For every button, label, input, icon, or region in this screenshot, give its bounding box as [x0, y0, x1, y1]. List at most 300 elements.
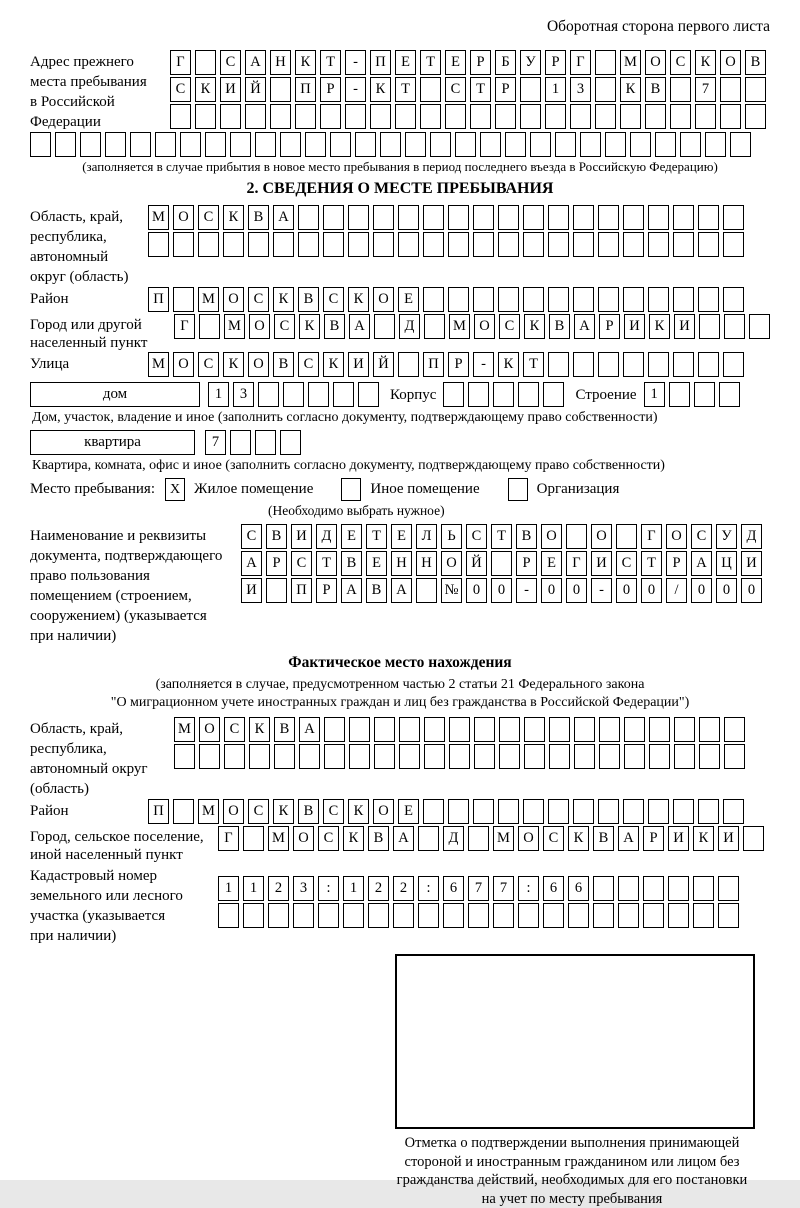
char-cell[interactable]	[630, 132, 651, 157]
checkbox-inoe[interactable]	[341, 478, 361, 501]
char-cell[interactable]	[320, 104, 341, 129]
apartment-type-box[interactable]: квартира	[30, 430, 195, 455]
char-cell[interactable]: О	[173, 352, 194, 377]
char-cell[interactable]	[443, 903, 464, 928]
char-cell[interactable]	[649, 744, 670, 769]
char-cell[interactable]	[280, 430, 301, 455]
char-cell[interactable]: 7	[493, 876, 514, 901]
char-cell[interactable]	[669, 382, 690, 407]
char-cell[interactable]	[673, 287, 694, 312]
char-cell[interactable]: М	[493, 826, 514, 851]
char-cell[interactable]	[730, 132, 751, 157]
char-cell[interactable]	[455, 132, 476, 157]
char-cell[interactable]: -	[473, 352, 494, 377]
char-cell[interactable]: А	[299, 717, 320, 742]
char-cell[interactable]	[673, 352, 694, 377]
char-cell[interactable]: В	[745, 50, 766, 75]
char-cell[interactable]: Р	[599, 314, 620, 339]
char-cell[interactable]: У	[520, 50, 541, 75]
char-cell[interactable]: Е	[395, 50, 416, 75]
char-cell[interactable]	[398, 232, 419, 257]
char-cell[interactable]: 3	[233, 382, 254, 407]
char-cell[interactable]: Р	[470, 50, 491, 75]
char-cell[interactable]	[248, 232, 269, 257]
char-cell[interactable]	[573, 232, 594, 257]
char-cell[interactable]: К	[273, 799, 294, 824]
char-cell[interactable]	[693, 876, 714, 901]
char-cell[interactable]: В	[298, 287, 319, 312]
char-cell[interactable]: Р	[448, 352, 469, 377]
char-cell[interactable]	[195, 104, 216, 129]
char-cell[interactable]	[355, 132, 376, 157]
char-cell[interactable]	[255, 430, 276, 455]
char-cell[interactable]	[598, 352, 619, 377]
char-cell[interactable]	[373, 205, 394, 230]
char-cell[interactable]: О	[666, 524, 687, 549]
char-cell[interactable]	[518, 382, 539, 407]
char-cell[interactable]: П	[148, 799, 169, 824]
char-cell[interactable]	[324, 717, 345, 742]
char-cell[interactable]	[566, 524, 587, 549]
char-cell[interactable]: 1	[208, 382, 229, 407]
char-cell[interactable]	[605, 132, 626, 157]
char-cell[interactable]: О	[518, 826, 539, 851]
char-cell[interactable]	[148, 232, 169, 257]
char-cell[interactable]	[420, 77, 441, 102]
char-cell[interactable]	[298, 205, 319, 230]
char-cell[interactable]: М	[148, 352, 169, 377]
char-cell[interactable]: Р	[495, 77, 516, 102]
char-cell[interactable]	[593, 876, 614, 901]
char-cell[interactable]	[648, 352, 669, 377]
char-cell[interactable]: К	[223, 352, 244, 377]
char-cell[interactable]	[280, 132, 301, 157]
char-cell[interactable]	[543, 382, 564, 407]
char-cell[interactable]: А	[691, 551, 712, 576]
char-cell[interactable]	[549, 717, 570, 742]
char-cell[interactable]	[598, 287, 619, 312]
char-cell[interactable]	[548, 799, 569, 824]
char-cell[interactable]	[698, 287, 719, 312]
char-cell[interactable]	[545, 104, 566, 129]
char-cell[interactable]	[218, 903, 239, 928]
char-cell[interactable]: И	[220, 77, 241, 102]
char-cell[interactable]: К	[524, 314, 545, 339]
char-cell[interactable]: -	[345, 50, 366, 75]
char-cell[interactable]	[618, 876, 639, 901]
char-cell[interactable]	[548, 232, 569, 257]
char-cell[interactable]	[643, 876, 664, 901]
char-cell[interactable]	[598, 232, 619, 257]
char-cell[interactable]	[80, 132, 101, 157]
char-cell[interactable]	[699, 314, 720, 339]
char-cell[interactable]	[349, 717, 370, 742]
char-cell[interactable]: 1	[218, 876, 239, 901]
char-cell[interactable]: Н	[391, 551, 412, 576]
char-cell[interactable]: В	[368, 826, 389, 851]
char-cell[interactable]	[395, 104, 416, 129]
char-cell[interactable]: 2	[268, 876, 289, 901]
char-cell[interactable]	[333, 382, 354, 407]
char-cell[interactable]: О	[173, 205, 194, 230]
char-cell[interactable]	[520, 77, 541, 102]
char-cell[interactable]	[283, 382, 304, 407]
char-cell[interactable]	[266, 578, 287, 603]
char-cell[interactable]: Й	[245, 77, 266, 102]
char-cell[interactable]	[449, 717, 470, 742]
char-cell[interactable]	[543, 903, 564, 928]
char-cell[interactable]	[645, 104, 666, 129]
char-cell[interactable]: Д	[443, 826, 464, 851]
char-cell[interactable]	[308, 382, 329, 407]
char-cell[interactable]	[623, 352, 644, 377]
char-cell[interactable]	[255, 132, 276, 157]
char-cell[interactable]: Т	[316, 551, 337, 576]
char-cell[interactable]: 0	[466, 578, 487, 603]
char-cell[interactable]: М	[148, 205, 169, 230]
char-cell[interactable]	[593, 903, 614, 928]
char-cell[interactable]: С	[248, 287, 269, 312]
char-cell[interactable]: Т	[523, 352, 544, 377]
char-cell[interactable]	[430, 132, 451, 157]
char-cell[interactable]: О	[249, 314, 270, 339]
char-cell[interactable]: П	[423, 352, 444, 377]
char-cell[interactable]	[424, 744, 445, 769]
char-cell[interactable]: К	[249, 717, 270, 742]
char-cell[interactable]: А	[341, 578, 362, 603]
char-cell[interactable]: К	[348, 799, 369, 824]
char-cell[interactable]: Е	[366, 551, 387, 576]
char-cell[interactable]	[674, 717, 695, 742]
char-cell[interactable]	[491, 551, 512, 576]
char-cell[interactable]	[673, 232, 694, 257]
char-cell[interactable]	[449, 744, 470, 769]
char-cell[interactable]	[674, 744, 695, 769]
char-cell[interactable]	[743, 826, 764, 851]
char-cell[interactable]	[393, 903, 414, 928]
char-cell[interactable]: С	[170, 77, 191, 102]
char-cell[interactable]: Й	[373, 352, 394, 377]
char-cell[interactable]: 0	[741, 578, 762, 603]
char-cell[interactable]	[473, 232, 494, 257]
char-cell[interactable]	[343, 903, 364, 928]
char-cell[interactable]: Е	[445, 50, 466, 75]
char-cell[interactable]	[523, 287, 544, 312]
char-cell[interactable]: 2	[368, 876, 389, 901]
char-cell[interactable]	[520, 104, 541, 129]
char-cell[interactable]: Т	[641, 551, 662, 576]
char-cell[interactable]: С	[198, 205, 219, 230]
char-cell[interactable]: Т	[470, 77, 491, 102]
char-cell[interactable]	[616, 524, 637, 549]
char-cell[interactable]	[473, 205, 494, 230]
char-cell[interactable]	[348, 205, 369, 230]
char-cell[interactable]	[698, 799, 719, 824]
char-cell[interactable]	[299, 744, 320, 769]
char-cell[interactable]: С	[274, 314, 295, 339]
char-cell[interactable]	[330, 132, 351, 157]
char-cell[interactable]	[548, 287, 569, 312]
char-cell[interactable]	[498, 287, 519, 312]
char-cell[interactable]: Р	[266, 551, 287, 576]
char-cell[interactable]	[245, 104, 266, 129]
char-cell[interactable]: Т	[366, 524, 387, 549]
char-cell[interactable]	[295, 104, 316, 129]
char-cell[interactable]	[724, 717, 745, 742]
char-cell[interactable]	[423, 287, 444, 312]
char-cell[interactable]	[718, 876, 739, 901]
char-cell[interactable]: В	[248, 205, 269, 230]
char-cell[interactable]: М	[198, 287, 219, 312]
char-cell[interactable]: Н	[416, 551, 437, 576]
char-cell[interactable]	[499, 717, 520, 742]
char-cell[interactable]: :	[518, 876, 539, 901]
char-cell[interactable]	[495, 104, 516, 129]
char-cell[interactable]	[655, 132, 676, 157]
char-cell[interactable]: В	[516, 524, 537, 549]
char-cell[interactable]: И	[624, 314, 645, 339]
char-cell[interactable]: М	[449, 314, 470, 339]
char-cell[interactable]	[624, 717, 645, 742]
char-cell[interactable]: Г	[566, 551, 587, 576]
char-cell[interactable]: И	[668, 826, 689, 851]
char-cell[interactable]	[699, 744, 720, 769]
char-cell[interactable]	[499, 744, 520, 769]
char-cell[interactable]	[405, 132, 426, 157]
char-cell[interactable]: К	[348, 287, 369, 312]
char-cell[interactable]: 6	[568, 876, 589, 901]
char-cell[interactable]	[420, 104, 441, 129]
char-cell[interactable]: О	[720, 50, 741, 75]
char-cell[interactable]	[498, 232, 519, 257]
char-cell[interactable]: 0	[566, 578, 587, 603]
char-cell[interactable]: М	[620, 50, 641, 75]
char-cell[interactable]	[648, 799, 669, 824]
char-cell[interactable]: Н	[270, 50, 291, 75]
char-cell[interactable]	[523, 799, 544, 824]
char-cell[interactable]	[423, 205, 444, 230]
char-cell[interactable]: С	[323, 287, 344, 312]
char-cell[interactable]	[573, 205, 594, 230]
char-cell[interactable]: Б	[495, 50, 516, 75]
char-cell[interactable]	[448, 205, 469, 230]
char-cell[interactable]: 3	[570, 77, 591, 102]
char-cell[interactable]: 0	[491, 578, 512, 603]
char-cell[interactable]	[423, 799, 444, 824]
char-cell[interactable]	[399, 744, 420, 769]
char-cell[interactable]	[473, 799, 494, 824]
char-cell[interactable]: 7	[468, 876, 489, 901]
char-cell[interactable]	[723, 352, 744, 377]
char-cell[interactable]	[568, 903, 589, 928]
char-cell[interactable]: О	[373, 799, 394, 824]
char-cell[interactable]: -	[345, 77, 366, 102]
char-cell[interactable]	[223, 232, 244, 257]
char-cell[interactable]: С	[318, 826, 339, 851]
char-cell[interactable]	[695, 104, 716, 129]
char-cell[interactable]: Е	[398, 799, 419, 824]
char-cell[interactable]: Р	[666, 551, 687, 576]
char-cell[interactable]: К	[695, 50, 716, 75]
char-cell[interactable]	[448, 232, 469, 257]
char-cell[interactable]	[570, 104, 591, 129]
char-cell[interactable]	[195, 50, 216, 75]
char-cell[interactable]	[180, 132, 201, 157]
char-cell[interactable]: В	[274, 717, 295, 742]
char-cell[interactable]: Е	[541, 551, 562, 576]
char-cell[interactable]	[30, 132, 51, 157]
char-cell[interactable]: О	[441, 551, 462, 576]
char-cell[interactable]	[174, 744, 195, 769]
char-cell[interactable]	[719, 382, 740, 407]
char-cell[interactable]	[399, 717, 420, 742]
char-cell[interactable]: Р	[643, 826, 664, 851]
char-cell[interactable]: К	[343, 826, 364, 851]
char-cell[interactable]: С	[616, 551, 637, 576]
char-cell[interactable]	[418, 826, 439, 851]
char-cell[interactable]	[698, 352, 719, 377]
char-cell[interactable]	[698, 232, 719, 257]
char-cell[interactable]: Г	[218, 826, 239, 851]
char-cell[interactable]	[723, 232, 744, 257]
char-cell[interactable]: 1	[343, 876, 364, 901]
char-cell[interactable]: И	[348, 352, 369, 377]
char-cell[interactable]	[574, 717, 595, 742]
char-cell[interactable]: П	[370, 50, 391, 75]
char-cell[interactable]: О	[293, 826, 314, 851]
char-cell[interactable]: 2	[393, 876, 414, 901]
char-cell[interactable]: С	[543, 826, 564, 851]
char-cell[interactable]	[170, 104, 191, 129]
char-cell[interactable]	[493, 903, 514, 928]
char-cell[interactable]: О	[373, 287, 394, 312]
char-cell[interactable]	[348, 232, 369, 257]
char-cell[interactable]: 6	[543, 876, 564, 901]
char-cell[interactable]: К	[649, 314, 670, 339]
char-cell[interactable]: М	[268, 826, 289, 851]
char-cell[interactable]: Ь	[441, 524, 462, 549]
char-cell[interactable]: А	[241, 551, 262, 576]
char-cell[interactable]	[524, 717, 545, 742]
char-cell[interactable]: 7	[695, 77, 716, 102]
char-cell[interactable]: 1	[243, 876, 264, 901]
char-cell[interactable]: С	[224, 717, 245, 742]
char-cell[interactable]	[220, 104, 241, 129]
char-cell[interactable]	[416, 578, 437, 603]
char-cell[interactable]: К	[568, 826, 589, 851]
char-cell[interactable]	[649, 717, 670, 742]
char-cell[interactable]	[523, 232, 544, 257]
char-cell[interactable]	[374, 717, 395, 742]
char-cell[interactable]	[349, 744, 370, 769]
char-cell[interactable]: А	[618, 826, 639, 851]
char-cell[interactable]: В	[645, 77, 666, 102]
char-cell[interactable]: О	[248, 352, 269, 377]
char-cell[interactable]	[595, 104, 616, 129]
char-cell[interactable]	[720, 104, 741, 129]
char-cell[interactable]: 6	[443, 876, 464, 901]
char-cell[interactable]: А	[245, 50, 266, 75]
char-cell[interactable]: Г	[641, 524, 662, 549]
char-cell[interactable]	[473, 287, 494, 312]
char-cell[interactable]	[549, 744, 570, 769]
char-cell[interactable]	[358, 382, 379, 407]
char-cell[interactable]	[595, 50, 616, 75]
char-cell[interactable]	[468, 826, 489, 851]
char-cell[interactable]: 0	[716, 578, 737, 603]
char-cell[interactable]: Е	[398, 287, 419, 312]
char-cell[interactable]	[548, 205, 569, 230]
char-cell[interactable]: -	[591, 578, 612, 603]
char-cell[interactable]	[318, 903, 339, 928]
char-cell[interactable]: :	[418, 876, 439, 901]
char-cell[interactable]: В	[298, 799, 319, 824]
char-cell[interactable]	[745, 77, 766, 102]
char-cell[interactable]	[670, 77, 691, 102]
char-cell[interactable]	[418, 903, 439, 928]
char-cell[interactable]: Е	[341, 524, 362, 549]
char-cell[interactable]: В	[266, 524, 287, 549]
char-cell[interactable]: А	[574, 314, 595, 339]
char-cell[interactable]: К	[323, 352, 344, 377]
char-cell[interactable]: А	[273, 205, 294, 230]
char-cell[interactable]: И	[241, 578, 262, 603]
char-cell[interactable]: С	[670, 50, 691, 75]
char-cell[interactable]	[598, 799, 619, 824]
char-cell[interactable]	[448, 287, 469, 312]
char-cell[interactable]	[230, 430, 251, 455]
char-cell[interactable]	[468, 903, 489, 928]
char-cell[interactable]	[623, 232, 644, 257]
char-cell[interactable]: Д	[399, 314, 420, 339]
char-cell[interactable]	[523, 205, 544, 230]
char-cell[interactable]	[293, 903, 314, 928]
char-cell[interactable]: К	[620, 77, 641, 102]
char-cell[interactable]	[573, 287, 594, 312]
char-cell[interactable]	[298, 232, 319, 257]
char-cell[interactable]: С	[248, 799, 269, 824]
char-cell[interactable]	[243, 826, 264, 851]
char-cell[interactable]	[598, 205, 619, 230]
char-cell[interactable]	[424, 314, 445, 339]
char-cell[interactable]	[493, 382, 514, 407]
char-cell[interactable]: 0	[541, 578, 562, 603]
char-cell[interactable]: С	[291, 551, 312, 576]
char-cell[interactable]: П	[291, 578, 312, 603]
char-cell[interactable]: Г	[170, 50, 191, 75]
char-cell[interactable]	[305, 132, 326, 157]
char-cell[interactable]	[443, 382, 464, 407]
char-cell[interactable]	[398, 352, 419, 377]
char-cell[interactable]	[374, 744, 395, 769]
char-cell[interactable]: О	[223, 287, 244, 312]
char-cell[interactable]	[555, 132, 576, 157]
char-cell[interactable]	[55, 132, 76, 157]
char-cell[interactable]: А	[391, 578, 412, 603]
char-cell[interactable]	[693, 903, 714, 928]
char-cell[interactable]	[670, 104, 691, 129]
char-cell[interactable]: К	[195, 77, 216, 102]
char-cell[interactable]	[230, 132, 251, 157]
char-cell[interactable]: И	[291, 524, 312, 549]
char-cell[interactable]: П	[295, 77, 316, 102]
char-cell[interactable]: О	[199, 717, 220, 742]
char-cell[interactable]: :	[318, 876, 339, 901]
char-cell[interactable]	[498, 205, 519, 230]
char-cell[interactable]: А	[349, 314, 370, 339]
char-cell[interactable]: 3	[293, 876, 314, 901]
char-cell[interactable]	[173, 799, 194, 824]
